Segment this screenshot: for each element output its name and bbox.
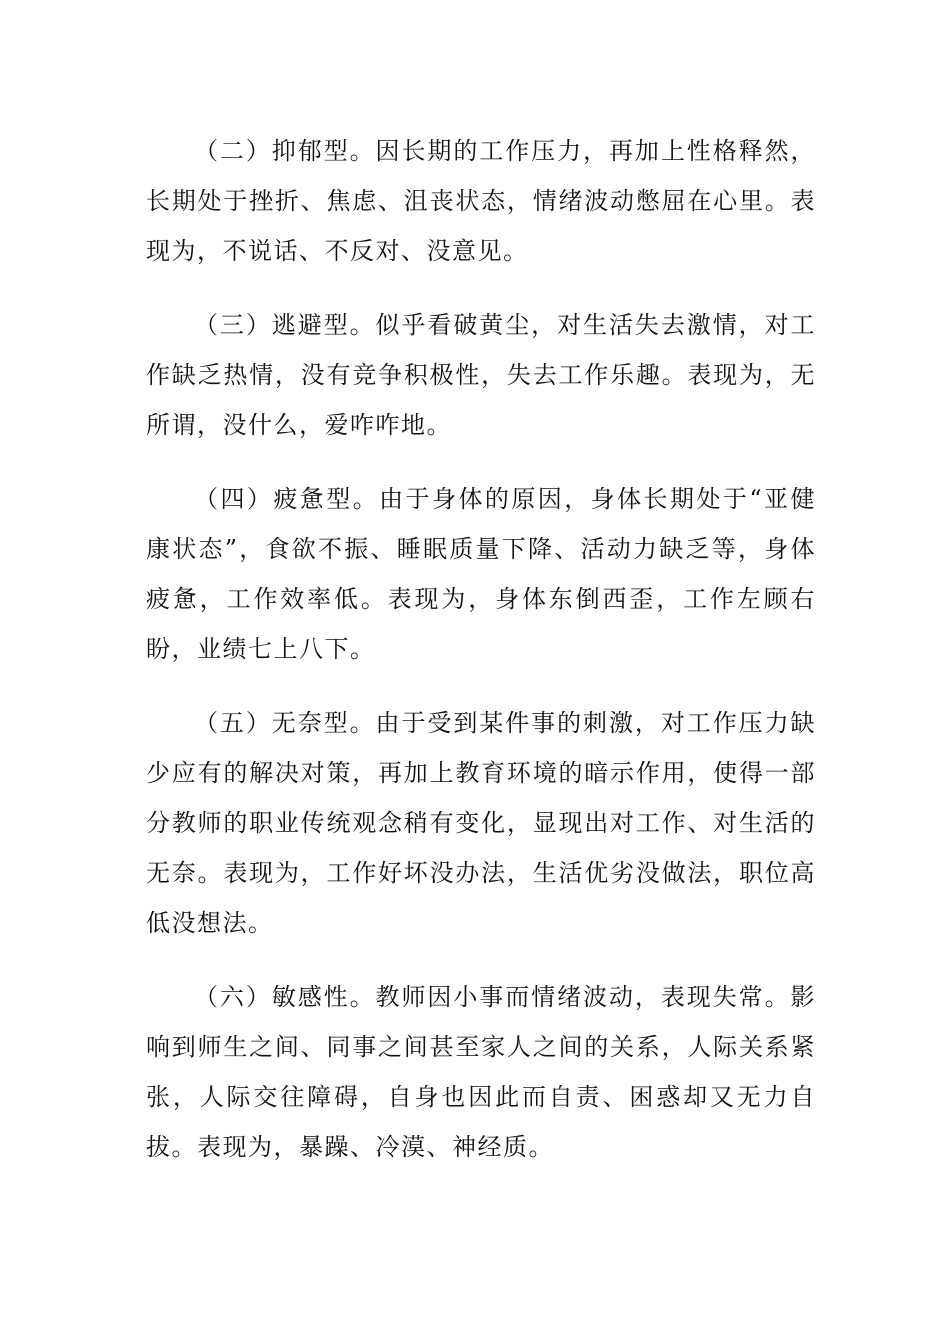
paragraph-avoidant-type: （三）逃避型。似乎看破黄尘，对生活失去激情，对工作缺乏热情，没有竞争积极性，失去工作乐趣。表现为，无所谓，没什么，爱咋咋地。 — [146, 311, 816, 439]
paragraph-depressive-type: （二）抑郁型。因长期的工作压力，再加上性格释然，长期处于挫折、焦虑、沮丧状态，情绪波动憋屈在心里。表现为，不说话、不反对、没意见。 — [146, 137, 816, 265]
paragraph-fatigued-type: （四）疲惫型。由于身体的原因，身体长期处于“亚健康状态”，食欲不振、睡眠质量下降、活动力缺乏等，身体疲惫，工作效率低。表现为，身体东倒西歪，工作左顾右盼，业绩七上八下。 — [146, 485, 816, 663]
paragraph-sensitive-type: （六）敏感性。教师因小事而情绪波动，表现失常。影响到师生之间、同事之间甚至家人之间的关系，人际关系紧张，人际交往障碍，自身也因此而自责、困惑却又无力自拔。表现为，暴躁、冷漠、神经质。 — [146, 983, 816, 1161]
paragraph-helpless-type: （五）无奈型。由于受到某件事的刺激，对工作压力缺少应有的解决对策，再加上教育环境的暗示作用，使得一部分教师的职业传统观念稍有变化，显现出对工作、对生活的无奈。表现为，工作好坏没办法，生活优劣没做法，职位高低没想法。 — [146, 709, 816, 937]
